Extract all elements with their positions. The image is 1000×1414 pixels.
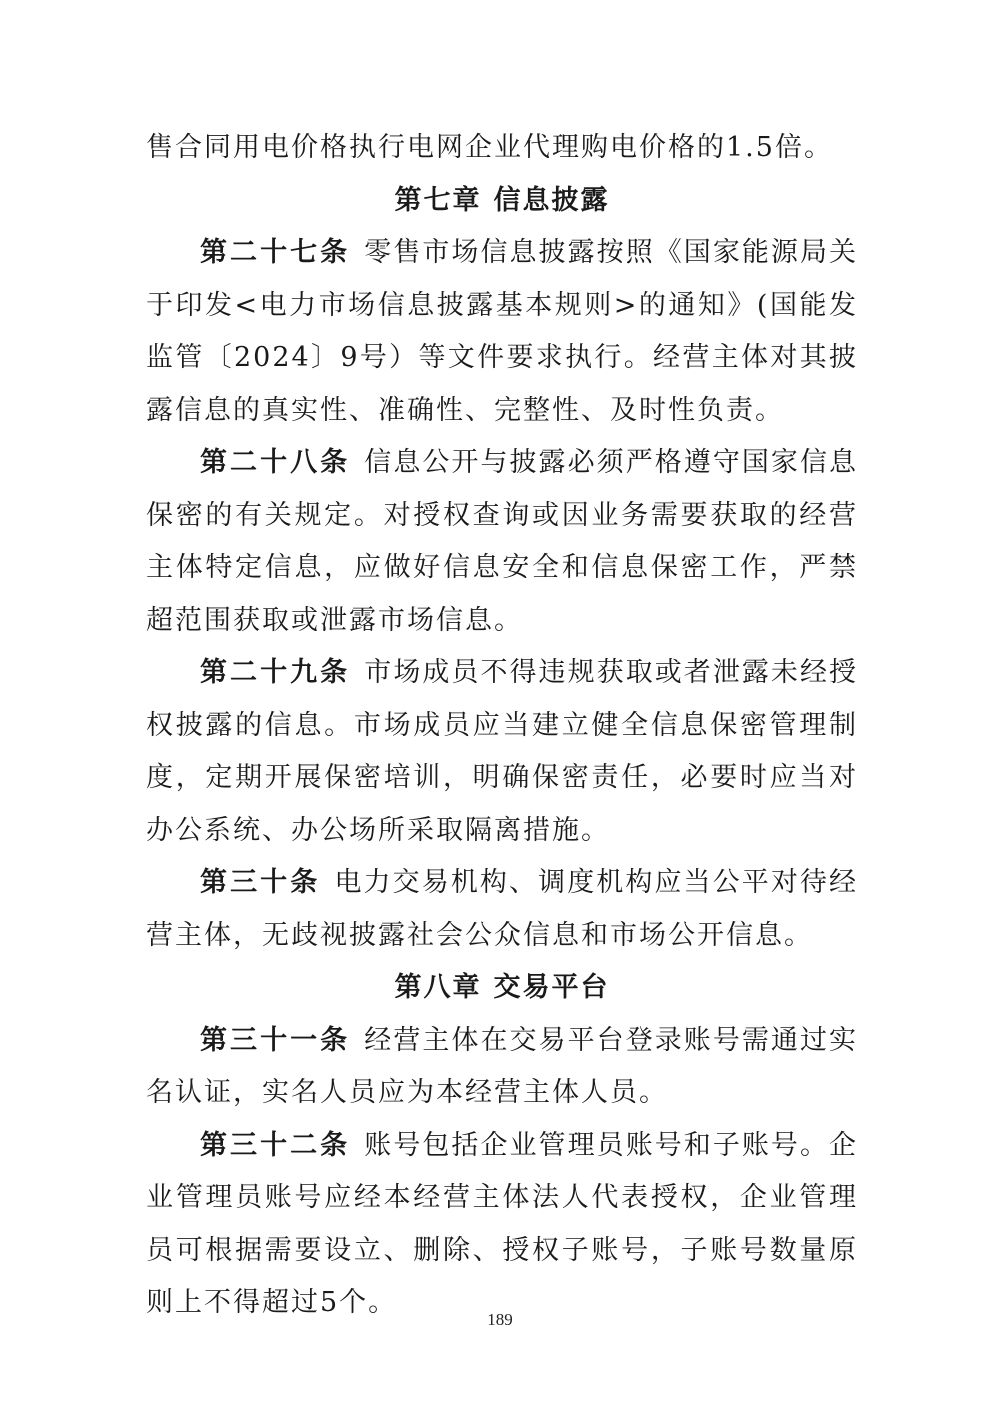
article-label: 第三十二条 — [200, 1129, 351, 1161]
article-label: 第二十七条 — [200, 237, 351, 268]
article-label: 第二十九条 — [200, 657, 351, 688]
continuation-paragraph: 售合同用电价格执行电网企业代理购电价格的1.5倍。 — [146, 132, 833, 163]
article-31 — [146, 1015, 858, 1120]
article-text: 账号包括企业管理员账号和子账号。企业管理员账号应经本经营主体法人代表授权，企业管理员可根据需要设立、删除、授权子账号，子账号数量原则上不得超过5个。 — [146, 1129, 859, 1318]
article-label: 第三十条 — [200, 867, 321, 898]
article-28 — [146, 437, 858, 647]
article-text: 经营主体在交易平台登录账号需通过实名认证，实名人员应为本经营主体人员。 — [146, 1024, 859, 1108]
article-27 — [146, 227, 858, 437]
article-32 — [146, 1120, 858, 1330]
article-29 — [146, 647, 858, 857]
chapter-number: 第八章 — [394, 972, 482, 1003]
article-label: 第二十八条 — [200, 447, 351, 478]
chapter-number: 第七章 — [394, 184, 482, 216]
chapter-heading-8 — [146, 962, 858, 1015]
article-text: 零售市场信息披露按照《国家能源局关于印发<电力市场信息披露基本规则>的通知》(国能发监管〔2024〕9号）等文件要求执行。经营主体对其披露信息的真实性、准确性、完整性、及时性负责。 — [146, 237, 859, 426]
document-body — [146, 122, 858, 1330]
article-text: 信息公开与披露必须严格遵守国家信息保密的有关规定。对授权查询或因业务需要获取的经营主体特定信息，应做好信息安全和信息保密工作，严禁超范围获取或泄露市场信息。 — [146, 447, 859, 636]
chapter-heading-7 — [146, 175, 858, 228]
article-text: 市场成员不得违规获取或者泄露未经授权披露的信息。市场成员应当建立健全信息保密管理制度，定期开展保密培训，明确保密责任，必要时应当对办公系统、办公场所采取隔离措施。 — [146, 657, 859, 846]
page-number: 189 — [487, 1310, 513, 1329]
chapter-title: 信息披露 — [493, 184, 610, 216]
article-text: 电力交易机构、调度机构应当公平对待经营主体，无歧视披露社会公众信息和市场公开信息。 — [146, 867, 859, 951]
article-label: 第三十一条 — [200, 1024, 351, 1056]
chapter-title: 交易平台 — [493, 972, 610, 1003]
article-30 — [146, 857, 858, 962]
